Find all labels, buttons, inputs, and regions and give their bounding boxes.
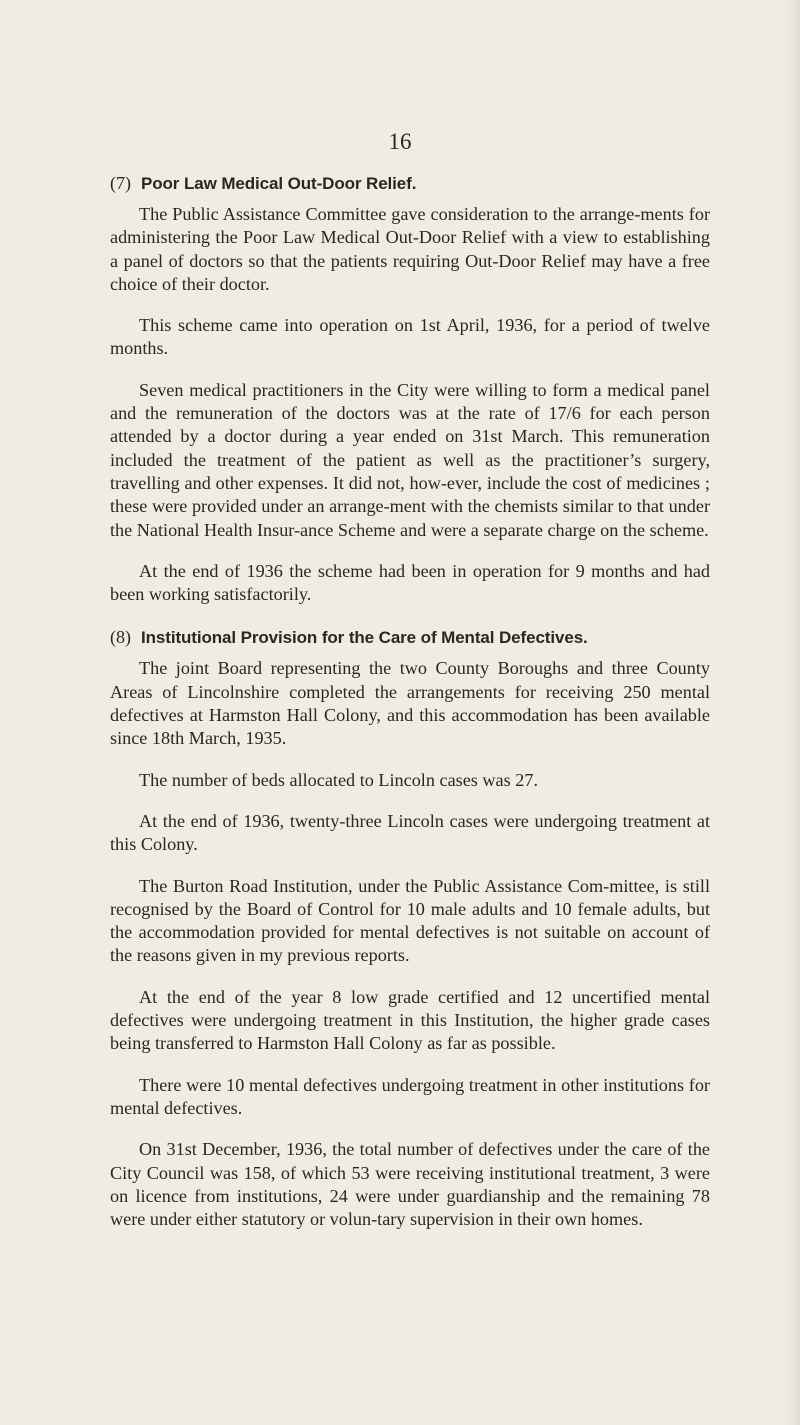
section-number: (8): [110, 627, 131, 648]
paragraph: The number of beds allocated to Lincoln cases was 27.: [139, 769, 538, 790]
body-text: [110, 170, 710, 1249]
paragraph: The Public Assistance Committee gave consideration to the arrange-ments for administering the Poor Law Medical Out-Door Relief with a view to establishing a panel of doctors so that the patients requiring Out-Door Relief may have a free choice of their doctor.: [110, 204, 710, 294]
paragraph: The Burton Road Institution, under the Public Assistance Com-mittee, is still recognised by the Board of Control for 10 male adults and 10 female adults, but the accommodation provided for mental defectives is not suitable on account of the reasons given in my previous reports.: [110, 875, 710, 966]
section-heading: [110, 170, 710, 197]
section-poor-law-relief: [110, 170, 710, 606]
section-title: Institutional Provision for the Care of Mental Defectives.: [141, 628, 588, 648]
paragraph: At the end of the year 8 low grade certified and 12 uncertified mental defectives were undergoing treatment in this Institution, the higher grade cases being transferred to Harmston Hall Colony as far as possible.: [110, 986, 710, 1054]
page-number: 16: [388, 129, 412, 154]
paragraph: At the end of 1936 the scheme had been in operation for 9 months and had been working satisfactorily.: [110, 560, 710, 605]
section-number: (7): [110, 173, 131, 193]
paragraph: There were 10 mental defectives undergoing treatment in other institutions for mental defectives.: [110, 1074, 710, 1118]
section-title: Poor Law Medical Out-Door Relief.: [141, 174, 417, 193]
page-edge-shadow: [786, 0, 800, 1425]
section-heading: [110, 624, 710, 651]
paragraph: On 31st December, 1936, the total number of defectives under the care of the City Council was 158, of which 53 were receiving institutional treatment, 3 were on licence from institutions, 24 were under guardianship and the remaining 78 were under either statutory or volun-tary supervision in their own homes.: [110, 1139, 710, 1230]
paragraph: This scheme came into operation on 1st April, 1936, for a period of twelve months.: [110, 315, 710, 359]
paragraph: Seven medical practitioners in the City were willing to form a medical panel and the remuneration of the doctors was at the rate of 17/6 for each person attended by a doctor during a year ended on 31st March. This remuneration included the treatment of the patient as well as the practitioner’s surgery, travelling and other expenses. It did not, how-ever, include the cost of medicines ; these were provided under an arrange-ment with the chemists similar to that under the National Health Insur-ance Scheme and were a separate charge on the scheme.: [110, 379, 710, 540]
section-mental-defectives: [110, 624, 710, 1231]
paragraph: The joint Board representing the two County Boroughs and three County Areas of Lincolnshire completed the arrangements for receiving 250 mental defectives at Harmston Hall Colony, and this accommodation has been available since 18th March, 1935.: [110, 658, 710, 749]
paragraph: At the end of 1936, twenty-three Lincoln cases were undergoing treatment at this Colony.: [110, 810, 710, 855]
